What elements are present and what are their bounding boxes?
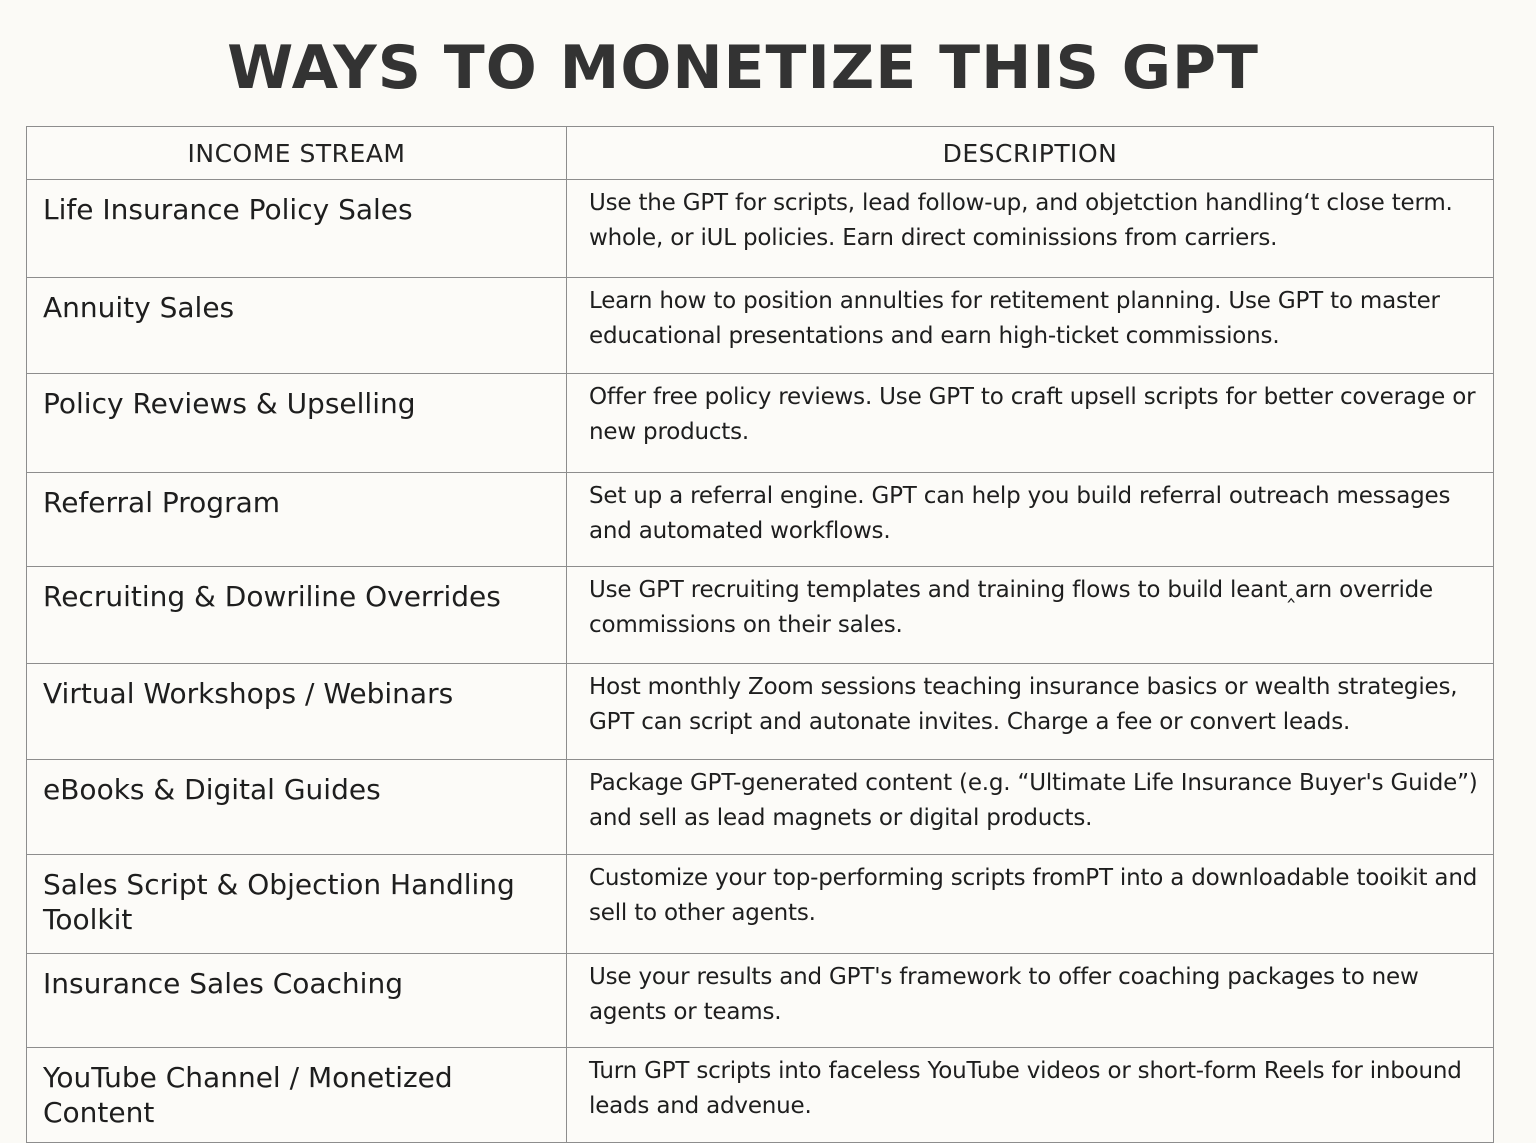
income-stream-cell: Recruiting & Dowriline Overrides (27, 567, 567, 664)
table-header-row (27, 127, 1494, 180)
description-cell: Use your results and GPT's framework to offer coaching packages to new agents or teams. (567, 954, 1494, 1048)
column-header-description: DESCRIPTION (567, 127, 1494, 180)
income-stream-cell: Life Insurance Policy Sales (27, 180, 567, 278)
description-cell: Offer free policy reviews. Use GPT to craft upsell scripts for better coverage or new products. (567, 374, 1494, 473)
monetization-table-container (26, 126, 1493, 1129)
table-row (27, 760, 1494, 855)
table-row (27, 567, 1494, 664)
table-row (27, 1048, 1494, 1143)
description-cell: Learn how to position annulties for retitement planning. Use GPT to master educational presentations and earn high-ticket commissions. (567, 278, 1494, 374)
description-cell: Package GPT-generated content (e.g. “Ultimate Life Insurance Buyer's Guide”) and sell as lead magnets or digital products. (567, 760, 1494, 855)
description-cell: Use the GPT for scripts, lead follow-up, and objetction handling‘t close term. whole, or iUL policies. Earn direct cominissions from carriers. (567, 180, 1494, 278)
table-row (27, 954, 1494, 1048)
column-header-income-stream: INCOME STREAM (27, 127, 567, 180)
table-row (27, 374, 1494, 473)
monetization-table (26, 126, 1494, 1143)
description-cell: Use GPT recruiting templates and training flows to build leant‸arn override commissions on their sales. (567, 567, 1494, 664)
description-cell: Customize your top-performing scripts fromPT into a downloadable tooikit and sell to other agents. (567, 855, 1494, 954)
description-cell: Set up a referral engine. GPT can help you build referral outreach messages and automated workflows. (567, 473, 1494, 567)
income-stream-cell: Annuity Sales (27, 278, 567, 374)
description-cell: Host monthly Zoom sessions teaching insurance basics or wealth strategies, GPT can script and autonate invites. Charge a fee or convert leads. (567, 664, 1494, 760)
income-stream-cell: Referral Program (27, 473, 567, 567)
income-stream-cell: YouTube Channel / Monetized Content (27, 1048, 567, 1143)
table-row (27, 664, 1494, 760)
income-stream-cell: eBooks & Digital Guides (27, 760, 567, 855)
table-row (27, 855, 1494, 954)
table-row (27, 473, 1494, 567)
page-title: WAYS TO MONETIZE THIS GPT (227, 33, 1259, 103)
table-row (27, 180, 1494, 278)
table-row (27, 278, 1494, 374)
income-stream-cell: Virtual Workshops / Webinars (27, 664, 567, 760)
income-stream-cell: Policy Reviews & Upselling (27, 374, 567, 473)
description-cell: Turn GPT scripts into faceless YouTube videos or short-form Reels for inbound leads and advenue. (567, 1048, 1494, 1143)
income-stream-cell: Sales Script & Objection Handling Toolkit (27, 855, 567, 954)
income-stream-cell: Insurance Sales Coaching (27, 954, 567, 1048)
